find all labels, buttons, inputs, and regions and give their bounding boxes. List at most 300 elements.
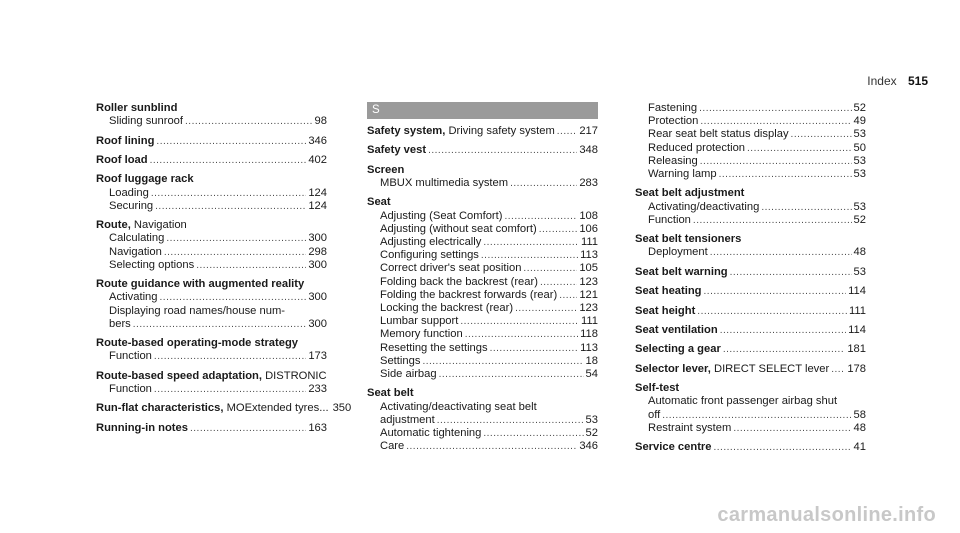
index-entry (367, 164, 598, 190)
index-line (635, 422, 866, 435)
index-line (96, 402, 352, 415)
index-entry (96, 173, 327, 213)
entry-text (380, 427, 481, 440)
index-entry (635, 305, 866, 318)
index-line (635, 409, 866, 422)
index-line (367, 177, 598, 190)
subentry-text: Sliding sunroof (109, 115, 184, 128)
index-line (367, 414, 598, 427)
index-entry (367, 387, 598, 453)
index-line (635, 363, 866, 376)
entry-text (380, 302, 513, 315)
page-ref: 178 (847, 362, 866, 375)
entry-heading: Seat ventilation (635, 323, 718, 336)
subentry-text: Automatic tightening (380, 427, 482, 440)
index-line (367, 302, 598, 315)
page-ref: 123 (579, 275, 598, 288)
dot-leader (151, 187, 307, 200)
subentry-text: Activating/deactivating (648, 200, 760, 213)
index-line (367, 125, 598, 138)
index-line (96, 350, 327, 363)
index-entry (367, 144, 598, 157)
entry-text (380, 342, 488, 355)
dot-leader (733, 422, 851, 435)
index-line (367, 387, 598, 400)
entry-qualifier: Navigation (130, 219, 187, 232)
index-line (635, 214, 866, 227)
index-line (96, 259, 327, 272)
index-line (96, 200, 327, 213)
index-line (96, 187, 327, 200)
entry-heading: Route guidance with augmented reality (96, 278, 305, 291)
index-line (635, 441, 866, 454)
entry-heading: Route, (96, 219, 131, 232)
entry-heading: Seat belt adjustment (635, 187, 745, 200)
entry-text (109, 187, 149, 200)
page-ref: 348 (579, 144, 598, 157)
index-entry (96, 402, 352, 415)
dot-leader (714, 441, 852, 454)
dot-leader (196, 259, 306, 272)
index-line (96, 219, 327, 232)
entry-text (380, 328, 463, 341)
page-ref: 346 (308, 134, 327, 147)
entry-text (635, 363, 829, 376)
entry-text (380, 368, 437, 381)
index-entry (635, 441, 866, 454)
dot-leader (460, 315, 579, 328)
page-ref: 18 (585, 354, 598, 367)
index-line (367, 427, 598, 440)
dot-leader (510, 177, 577, 190)
index-entry (635, 343, 866, 356)
subentry-text: Function (648, 213, 691, 226)
page-ref: 58 (853, 408, 866, 421)
dot-leader (490, 342, 579, 355)
index-line (96, 154, 327, 167)
subentry-text: Restraint system (648, 421, 732, 434)
index-line (96, 337, 327, 350)
entry-text (648, 102, 697, 115)
index-line (635, 128, 866, 141)
page-ref: 53 (853, 168, 866, 181)
entry-text (380, 177, 508, 190)
index-entry (635, 102, 866, 181)
subentry-line: Automatic front passenger airbag shut (648, 395, 838, 408)
page-ref: 48 (853, 421, 866, 434)
entry-text (109, 232, 164, 245)
index-entry (96, 135, 327, 148)
index-line (635, 285, 866, 298)
index-line (635, 382, 866, 395)
subentry-text: Rear seat belt status display (648, 128, 789, 141)
dot-leader (422, 355, 583, 368)
entry-heading: Selecting a gear (635, 343, 721, 356)
entry-text (648, 115, 698, 128)
subentry-text: Function (109, 382, 152, 395)
index-entry (96, 154, 327, 167)
dot-leader (155, 200, 306, 213)
dot-leader (539, 223, 578, 236)
page-ref: 300 (308, 258, 327, 271)
subentry-text: Deployment (648, 246, 708, 259)
page-ref: 402 (308, 153, 327, 166)
page-ref: 300 (308, 291, 327, 304)
index-line (635, 102, 866, 115)
entry-text (380, 223, 537, 236)
page-ref: 106 (579, 222, 598, 235)
dot-leader (730, 266, 852, 279)
index-line (367, 223, 598, 236)
dot-leader (723, 343, 846, 356)
subentry-text: Navigation (109, 245, 162, 258)
dot-leader (406, 440, 577, 453)
entry-text (635, 324, 718, 337)
index-line (635, 201, 866, 214)
dot-leader (505, 210, 578, 223)
entry-text (380, 355, 420, 368)
entry-heading: Self-test (635, 382, 680, 395)
index-line (635, 305, 866, 318)
entry-text (109, 383, 152, 396)
index-line (367, 368, 598, 381)
page-ref: 50 (853, 141, 866, 154)
dot-leader (761, 201, 851, 214)
subentry-text: Function (109, 350, 152, 363)
index-entry (96, 278, 327, 331)
dot-leader (515, 302, 577, 315)
entry-heading: Running-in notes (96, 421, 188, 434)
entry-heading: Safety system, (367, 125, 446, 137)
index-entry (367, 196, 598, 381)
dot-leader (154, 350, 306, 363)
page-ref: 181 (847, 343, 866, 356)
index-entry (96, 337, 327, 363)
entry-heading: Screen (367, 163, 405, 176)
page-ref: 118 (580, 328, 598, 341)
index-line (635, 266, 866, 279)
subentry-text: Folding the backrest forwards (rear) (380, 288, 558, 301)
index-line (635, 187, 866, 200)
subentry-text: Warning lamp (648, 168, 717, 181)
page-ref: 48 (853, 246, 866, 259)
subentry-text: Fastening (648, 102, 698, 114)
entry-text (96, 154, 148, 167)
index-column-3 (635, 102, 866, 461)
entry-text (96, 422, 188, 435)
page-header (867, 74, 928, 88)
entry-heading: Service centre (635, 441, 712, 454)
entry-text (109, 246, 162, 259)
entry-text (635, 441, 712, 454)
page-ref: 53 (853, 154, 866, 167)
entry-text (648, 201, 759, 214)
dot-leader (540, 276, 577, 289)
page-ref: 283 (579, 176, 598, 189)
subentry-text: Securing (109, 199, 154, 212)
entry-text (648, 168, 717, 181)
dot-leader (166, 232, 306, 245)
index-line (367, 315, 598, 328)
dot-leader (791, 128, 852, 141)
page-ref: 53 (585, 413, 598, 426)
index-line (96, 318, 327, 331)
entry-text (635, 266, 728, 279)
index-line (367, 236, 598, 249)
dot-leader (700, 155, 852, 168)
index-entry (635, 266, 866, 279)
page-ref: 52 (853, 213, 866, 226)
entry-heading: Route-based operating-mode strategy (96, 337, 299, 350)
subentry-text: Memory function (380, 328, 463, 341)
page-ref: 53 (853, 200, 866, 213)
entry-text (648, 409, 660, 422)
page-ref: 53 (853, 265, 866, 278)
index-line (96, 246, 327, 259)
entry-text (367, 125, 555, 138)
index-entry (96, 422, 327, 435)
page-ref: 346 (579, 440, 598, 453)
entry-heading: Seat belt warning (635, 265, 728, 278)
dot-leader (164, 246, 306, 259)
index-line (367, 440, 598, 453)
dot-leader (190, 422, 306, 435)
entry-text (380, 262, 521, 275)
subentry-text: Resetting the settings (380, 341, 488, 354)
subentry-text: Configuring settings (380, 249, 479, 262)
dot-leader (437, 414, 584, 427)
subentry-text: Selecting options (109, 258, 195, 271)
page-ref: 113 (580, 249, 598, 262)
index-line (96, 232, 327, 245)
entry-heading: Seat height (635, 304, 696, 317)
subentry-text: Adjusting (Seat Comfort) (380, 209, 503, 222)
entry-heading: Seat belt (367, 387, 414, 400)
index-line (367, 342, 598, 355)
entry-dots: ... (319, 402, 329, 415)
dot-leader (439, 368, 584, 381)
index-line (635, 168, 866, 181)
subentry-text: Protection (648, 115, 699, 128)
index-line (635, 233, 866, 246)
dot-leader (156, 135, 306, 148)
page-ref: 121 (579, 288, 598, 301)
dot-leader (557, 125, 578, 138)
subentry-text: Care (380, 440, 405, 453)
index-line (96, 173, 327, 186)
entry-text (109, 115, 183, 128)
index-line (367, 355, 598, 368)
index-line (635, 343, 866, 356)
index-line (367, 164, 598, 177)
dot-leader (693, 214, 852, 227)
entry-text (109, 318, 131, 331)
index-line (96, 135, 327, 148)
subentry-text: Loading (109, 186, 149, 199)
entry-text (648, 155, 698, 168)
index-line (635, 115, 866, 128)
dot-leader (700, 115, 851, 128)
entry-heading: Roof lining (96, 134, 155, 147)
index-entry (96, 219, 327, 272)
dot-leader (150, 154, 307, 167)
index-line (367, 276, 598, 289)
index-line (96, 102, 327, 115)
entry-text (380, 236, 481, 249)
subentry-text: MBUX multimedia system (380, 176, 509, 189)
entry-heading: Seat heating (635, 285, 702, 298)
index-line (96, 383, 327, 396)
page-ref: 111 (580, 315, 598, 328)
entry-text (380, 276, 538, 289)
dot-leader (185, 115, 313, 128)
entry-text (109, 291, 158, 304)
page-ref: 123 (579, 302, 598, 314)
page-number: 515 (907, 74, 928, 88)
index-line (635, 324, 866, 337)
entry-text (380, 315, 458, 328)
entry-qualifier: DISTRONIC (261, 369, 327, 382)
entry-text (648, 128, 789, 141)
dot-leader (465, 328, 578, 341)
entry-text (380, 414, 435, 427)
index-line (367, 196, 598, 209)
dot-leader (481, 249, 578, 262)
page-ref: 124 (308, 186, 327, 199)
entry-text (380, 289, 557, 302)
entry-text (648, 246, 708, 259)
subentry-line: Activating/deactivating seat belt (380, 400, 537, 413)
subentry-text: Adjusting electrically (380, 235, 482, 248)
page-ref: 114 (848, 323, 866, 336)
page-ref: 163 (308, 421, 327, 434)
subentry-text: Activating (109, 291, 158, 304)
entry-qualifier: MOExtended tyres (223, 402, 320, 415)
page-ref: 113 (580, 341, 598, 354)
page-ref: 124 (308, 199, 327, 212)
index-entry (635, 233, 866, 259)
subentry-text: Side airbag (380, 368, 437, 381)
subentry-text: Calculating (109, 232, 165, 245)
entry-heading: Seat belt tensioners (635, 233, 742, 246)
entry-text (380, 249, 479, 262)
index-column-2 (367, 102, 598, 460)
entry-text (648, 214, 691, 227)
page-ref: 108 (579, 209, 598, 222)
dot-leader (483, 236, 579, 249)
page-ref: 114 (848, 285, 866, 298)
dot-leader (699, 102, 851, 115)
subentry-text: off (648, 408, 661, 421)
subentry-line: Displaying road names/house num- (109, 304, 285, 317)
entry-heading: Route-based speed adaptation, (96, 369, 262, 382)
index-entry (96, 370, 327, 396)
dot-leader (428, 144, 577, 157)
subentry-text: Adjusting (without seat comfort) (380, 222, 537, 235)
index-line (96, 291, 327, 304)
dot-leader (720, 324, 846, 337)
dot-leader (831, 363, 845, 376)
index-line (367, 328, 598, 341)
entry-qualifier: DIRECT SELECT lever (710, 362, 830, 375)
index-line (96, 370, 327, 383)
index-entry (367, 125, 598, 138)
dot-leader (133, 318, 307, 331)
index-line (96, 278, 327, 291)
entry-heading: Safety vest (367, 144, 427, 157)
index-entry (635, 187, 866, 227)
index-line (635, 246, 866, 259)
entry-heading: Run-flat characteristics, (96, 402, 224, 415)
dot-leader (704, 285, 847, 298)
dot-leader (523, 262, 577, 275)
entry-text (380, 210, 503, 223)
entry-text (635, 305, 695, 318)
entry-heading: Roof load (96, 153, 148, 166)
index-line (96, 422, 327, 435)
index-column-1 (96, 102, 352, 441)
dot-leader (559, 289, 577, 302)
subentry-text: Folding back the backrest (rear) (380, 275, 538, 288)
header-label: Index (867, 74, 897, 88)
page-ref: 300 (308, 317, 327, 330)
index-entry (635, 285, 866, 298)
subentry-text: Releasing (648, 154, 698, 167)
index-entry (96, 102, 327, 128)
subentry-text: Reduced protection (648, 141, 746, 154)
index-entry (635, 363, 866, 376)
subentry-text: Lumbar support (380, 315, 459, 328)
subentry-text: Locking the backrest (rear) (380, 302, 514, 314)
subentry-text: bers (109, 317, 131, 330)
entry-text (109, 259, 194, 272)
dot-leader (662, 409, 851, 422)
entry-text (109, 350, 152, 363)
entry-qualifier: Driving safety system (445, 125, 555, 137)
index-line (96, 115, 327, 128)
page-ref: 41 (853, 441, 866, 454)
page-ref: 173 (308, 350, 327, 363)
index-line (367, 289, 598, 302)
page-ref: 111 (580, 235, 598, 248)
index-entry (635, 382, 866, 435)
entry-text (96, 135, 154, 148)
index-line (367, 210, 598, 223)
entry-heading: Roof luggage rack (96, 173, 194, 186)
index-line (635, 155, 866, 168)
page-ref: 298 (308, 245, 327, 258)
watermark: carmanualsonline.info (717, 504, 936, 526)
dot-leader (747, 142, 852, 155)
entry-heading: Selector lever, (635, 362, 711, 375)
dot-leader (154, 383, 306, 396)
entry-heading: Seat (367, 196, 391, 209)
section-letter-bar: S (367, 102, 598, 119)
entry-text (635, 343, 721, 356)
entry-text (109, 200, 153, 213)
index-line (367, 262, 598, 275)
page-ref: 111 (848, 304, 866, 317)
index-line (367, 144, 598, 157)
page-ref: 52 (585, 427, 598, 440)
dot-leader (160, 291, 307, 304)
subentry-text: Correct driver's seat position (380, 262, 522, 275)
dot-leader (719, 168, 852, 181)
subentry-text: Settings (380, 354, 421, 367)
entry-text (96, 402, 329, 415)
index-entry (635, 324, 866, 337)
entry-text (648, 142, 745, 155)
